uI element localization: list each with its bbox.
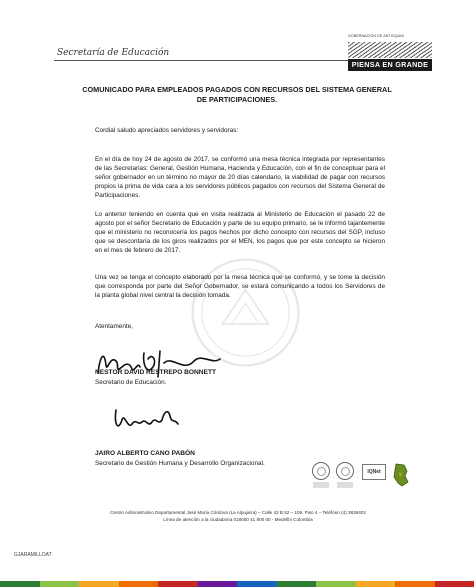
footer-address bbox=[70, 510, 406, 523]
footer-line-2: Línea de atención a la ciudadanía 018000 41 900 00 - Medellín Colombia bbox=[163, 516, 313, 522]
color-bar-segment bbox=[237, 581, 277, 587]
color-bar-segment bbox=[316, 581, 356, 587]
department-name: Secretaría de Educación bbox=[57, 48, 170, 58]
certification-seal-2-label bbox=[337, 482, 353, 488]
document-title: COMUNICADO PARA EMPLEADOS PAGADOS CON RECURSOS DEL SISTEMA GENERAL DE PARTICIPACIONES. bbox=[82, 85, 392, 104]
government-logo bbox=[348, 34, 432, 71]
logo-slogan: PIENSA EN GRANDE bbox=[348, 59, 432, 71]
reference-code: GJARAMILLOAT bbox=[14, 552, 52, 558]
signer-2-title: Secretario de Gestión Humana y Desarrollo Organizacional. bbox=[95, 460, 265, 467]
color-bar-segment bbox=[79, 581, 119, 587]
color-bar-segment bbox=[356, 581, 396, 587]
signature-1 bbox=[94, 343, 226, 383]
signer-1-name: NESTOR DAVID RESTREPO BONNETT bbox=[95, 369, 217, 376]
color-bar-segment bbox=[395, 581, 435, 587]
signer-2-name: JAIRO ALBERTO CANO PABÓN bbox=[95, 450, 195, 457]
footer-color-bar bbox=[0, 581, 474, 587]
body-paragraph-3: Una vez se tenga el concepto elaborado por la mesa técnica que se conformó, y se tome la decisión que corresponda por parte del Señor Gobernador, se estará comunicando a todos los Servidores de la planta global nivel central la decisión tomada. bbox=[95, 274, 385, 300]
color-bar-segment bbox=[40, 581, 80, 587]
closing: Atentamente, bbox=[95, 323, 134, 330]
signature-2 bbox=[112, 400, 182, 440]
color-bar-segment bbox=[277, 581, 317, 587]
color-bar-segment bbox=[198, 581, 238, 587]
header-divider bbox=[54, 60, 350, 61]
certification-seal-mark bbox=[312, 462, 330, 480]
body-paragraph-1: En el día de hoy 24 de agosto de 2017, se conformó una mesa técnica integrada por representantes de las Secretarias: General, Gestión Humana, Hacienda y Educación, con el fin de conceptuar para el señor gobernador en un término no mayor de 20 días calendario, la viabilidad de pagar con recursos propios la prima de vida cara a los servidores públicos pagados con recursos del Sistema General de Participaciones. bbox=[95, 156, 385, 200]
colombia-map-icon bbox=[390, 462, 410, 488]
footer-line-1: Centro Administrativo Departamental José María Córdova (La Alpujarra) – Calle 42 B 52 – 106. Piso 4 – Teléfono (4) 3838402 bbox=[110, 510, 366, 515]
color-bar-segment bbox=[435, 581, 474, 587]
certification-seal-label bbox=[313, 482, 329, 488]
signer-1-title: Secretario de Educación. bbox=[95, 379, 167, 386]
government-label: GOBERNACIÓN DE ANTIOQUIA bbox=[348, 34, 404, 38]
certification-logos bbox=[312, 462, 412, 496]
greeting: Cordial saludo apreciados servidores y servidoras: bbox=[95, 127, 239, 134]
body-paragraph-2: Lo anterior teniendo en cuenta que en visita realizada al Ministerio de Educación el pasado 22 de agosto por el señor Secretario de Educación y parte de su equipo primario, se le informó tajantemente que el ministerio no reconocería los pagos hechos por dicho concepto con recursos del SGP, incluso que se descontaría de los giros realizados por el MEN, los pagos que por este concepto se hicieron en el mes de febrero de 2017. bbox=[95, 211, 385, 255]
color-bar-segment bbox=[0, 581, 40, 587]
color-bar-segment bbox=[119, 581, 159, 587]
color-bar-segment bbox=[158, 581, 198, 587]
logo-graphic bbox=[348, 42, 432, 58]
iqnet-label: IQNet bbox=[362, 464, 386, 480]
certification-seal-2-mark bbox=[336, 462, 354, 480]
